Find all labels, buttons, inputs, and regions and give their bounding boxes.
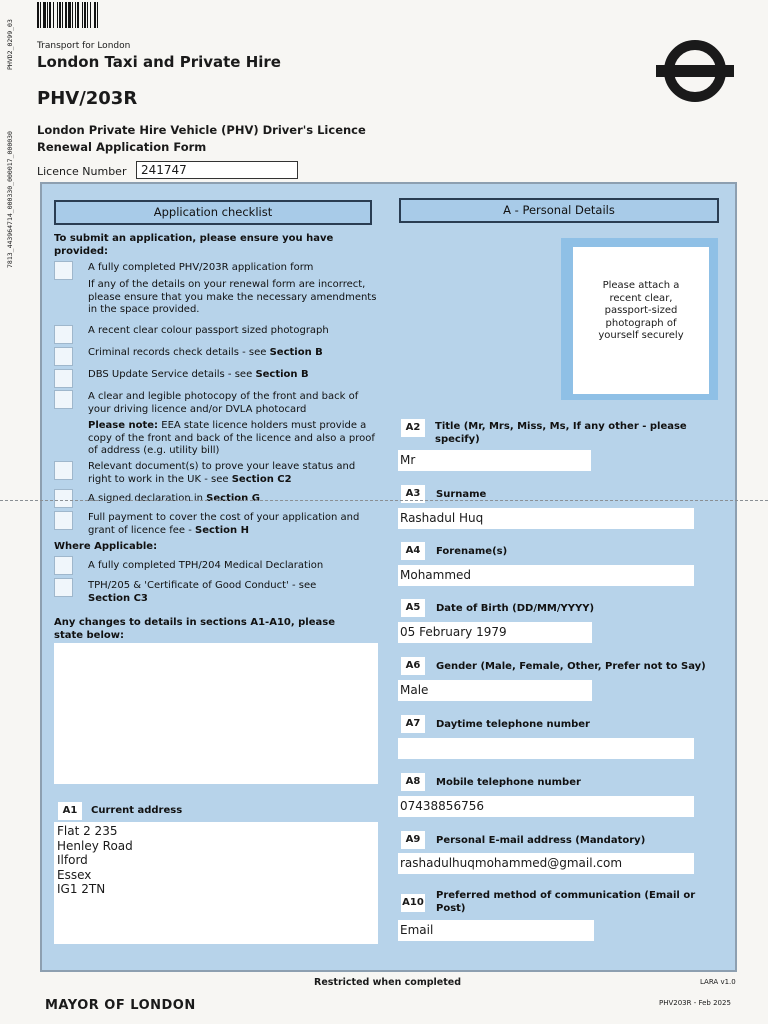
changes-textarea[interactable]	[54, 643, 378, 784]
checklist-item-driving-licence: A clear and legible photocopy of the front and back of your driving licence and/or DVLA photocard	[88, 391, 359, 415]
a9-label: Personal E-mail address (Mandatory)	[436, 835, 646, 846]
side-code-1: 7813_443964714_000330_000017_000030	[6, 131, 14, 268]
a10-number: A10	[401, 894, 425, 912]
checkbox-good-conduct[interactable]	[54, 578, 73, 597]
fold-line	[0, 500, 768, 502]
surname-field[interactable]: Rashadul Huq	[398, 508, 694, 529]
dob-field[interactable]: 05 February 1979	[398, 622, 592, 643]
side-scan-codes	[0, 40, 20, 270]
checklist-item-payment	[88, 512, 373, 537]
checklist-item-photograph: A recent clear colour passport sized photograph	[88, 325, 329, 336]
checklist-item-dbs-update	[88, 369, 368, 382]
lara-version: LARA v1.0	[700, 978, 736, 986]
a1-label: Current address	[91, 805, 183, 816]
where-applicable-label: Where Applicable:	[54, 541, 158, 552]
eea-note-label: Please note:	[88, 420, 159, 431]
leave-status-section: Section C2	[231, 473, 292, 485]
good-conduct-text: TPH/205 & 'Certificate of Good Conduct' - see	[88, 580, 317, 591]
address-line-3: Ilford	[57, 853, 88, 867]
mobile-phone-field[interactable]: 07438856756	[398, 796, 694, 817]
a2-label: Title (Mr, Mrs, Miss, Ms, If any other - please specify)	[435, 421, 687, 445]
form-code: PHV/203R	[37, 88, 138, 109]
address-line-4: Essex	[57, 867, 92, 882]
address-line-2: Henley Road	[57, 838, 133, 853]
checklist-heading: Application checklist	[54, 200, 372, 225]
a8-number: A8	[401, 773, 425, 791]
address-line-1: Flat 2 235	[57, 824, 118, 838]
checkbox-dbs-update[interactable]	[54, 369, 73, 388]
checklist-item-criminal-records	[88, 347, 368, 360]
eea-note-text: EEA state licence holders must provide a copy of the front and back of the licence and also a proof of address (e.g. utility bill)	[88, 420, 375, 456]
a2-number: A2	[401, 419, 425, 437]
a6-number: A6	[401, 657, 425, 675]
forename-field[interactable]: Mohammed	[398, 565, 694, 586]
gender-field[interactable]: Male	[398, 680, 592, 701]
checkbox-criminal-records[interactable]	[54, 347, 73, 366]
checklist-item-medical: A fully completed TPH/204 Medical Declaration	[88, 560, 324, 571]
org-title: London Taxi and Private Hire	[37, 53, 281, 71]
personal-details-heading: A - Personal Details	[399, 198, 719, 223]
declaration-section: Section G	[206, 493, 260, 504]
dbs-text: DBS Update Service details - see	[88, 369, 253, 380]
address-field[interactable]	[54, 822, 378, 944]
a1-number: A1	[58, 802, 82, 820]
checkbox-application-form[interactable]	[54, 261, 73, 280]
checklist-item-amendments: If any of the details on your renewal form are incorrect, please ensure that you make the necessary amendments in the space provided.	[88, 279, 377, 315]
licence-number-label: Licence Number	[37, 165, 127, 178]
checkbox-photograph[interactable]	[54, 325, 73, 344]
a7-label: Daytime telephone number	[436, 719, 590, 730]
form-title-line-2: Renewal Application Form	[37, 140, 207, 154]
checklist-item-leave-status	[88, 461, 373, 486]
checkbox-medical[interactable]	[54, 556, 73, 575]
org-small: Transport for London	[37, 41, 131, 51]
criminal-records-section: Section B	[269, 347, 323, 358]
daytime-phone-field[interactable]	[398, 738, 694, 759]
barcode-bar	[98, 2, 100, 28]
a8-label: Mobile telephone number	[436, 777, 581, 788]
a6-label: Gender (Male, Female, Other, Prefer not to Say)	[436, 661, 706, 672]
good-conduct-section: Section C3	[88, 592, 148, 604]
leave-status-text: Relevant document(s) to prove your leave status and right to work in the UK - see	[88, 461, 356, 485]
barcode	[37, 2, 131, 28]
a5-number: A5	[401, 599, 425, 617]
checkbox-payment[interactable]	[54, 511, 73, 530]
restricted-note: Restricted when completed	[314, 977, 462, 988]
payment-text: Full payment to cover the cost of your application and grant of licence fee -	[88, 512, 360, 536]
form-version-code: PHV203R - Feb 2025	[659, 999, 731, 1007]
checklist-item-good-conduct	[88, 580, 358, 605]
dbs-section: Section B	[255, 369, 309, 380]
communication-field[interactable]: Email	[398, 920, 594, 941]
a3-number: A3	[401, 485, 425, 503]
checklist-item-eea-note	[88, 420, 376, 458]
email-field[interactable]: rashadulhuqmohammed@gmail.com	[398, 853, 694, 874]
photo-placeholder[interactable]	[573, 247, 709, 394]
a5-label: Date of Birth (DD/MM/YYYY)	[436, 603, 595, 614]
a9-number: A9	[401, 831, 425, 849]
mayor-of-london: MAYOR OF LONDON	[45, 998, 196, 1013]
side-code-2: PHVD2_0299_03	[6, 19, 14, 70]
a3-label: Surname	[436, 489, 487, 500]
a4-label: Forename(s)	[436, 546, 508, 557]
title-field[interactable]: Mr	[398, 450, 591, 471]
form-title-line-1: London Private Hire Vehicle (PHV) Driver's Licence	[37, 123, 366, 137]
a10-label: Preferred method of communication (Email or Post)	[436, 890, 696, 914]
address-line-5: IG1 2TN	[57, 882, 106, 896]
changes-label: Any changes to details in sections A1-A10, please state below:	[54, 617, 335, 641]
a4-number: A4	[401, 542, 425, 560]
declaration-text: A signed declaration in	[88, 493, 203, 504]
tfl-roundel-logo	[655, 38, 735, 104]
checklist-intro: To submit an application, please ensure you have provided:	[54, 233, 334, 257]
checklist-item-application-form: A fully completed PHV/203R application form	[88, 262, 314, 273]
licence-number-field[interactable]: 241747	[136, 161, 298, 179]
checkbox-leave-status[interactable]	[54, 461, 73, 480]
form-title	[37, 122, 397, 156]
checkbox-declaration[interactable]	[54, 489, 73, 508]
photo-instructions: Please attach a recent clear, passport-sized photograph of yourself securely	[598, 280, 684, 341]
payment-section: Section H	[195, 524, 249, 536]
criminal-records-text: Criminal records check details - see	[88, 347, 267, 358]
checkbox-driving-licence[interactable]	[54, 390, 73, 409]
a7-number: A7	[401, 715, 425, 733]
